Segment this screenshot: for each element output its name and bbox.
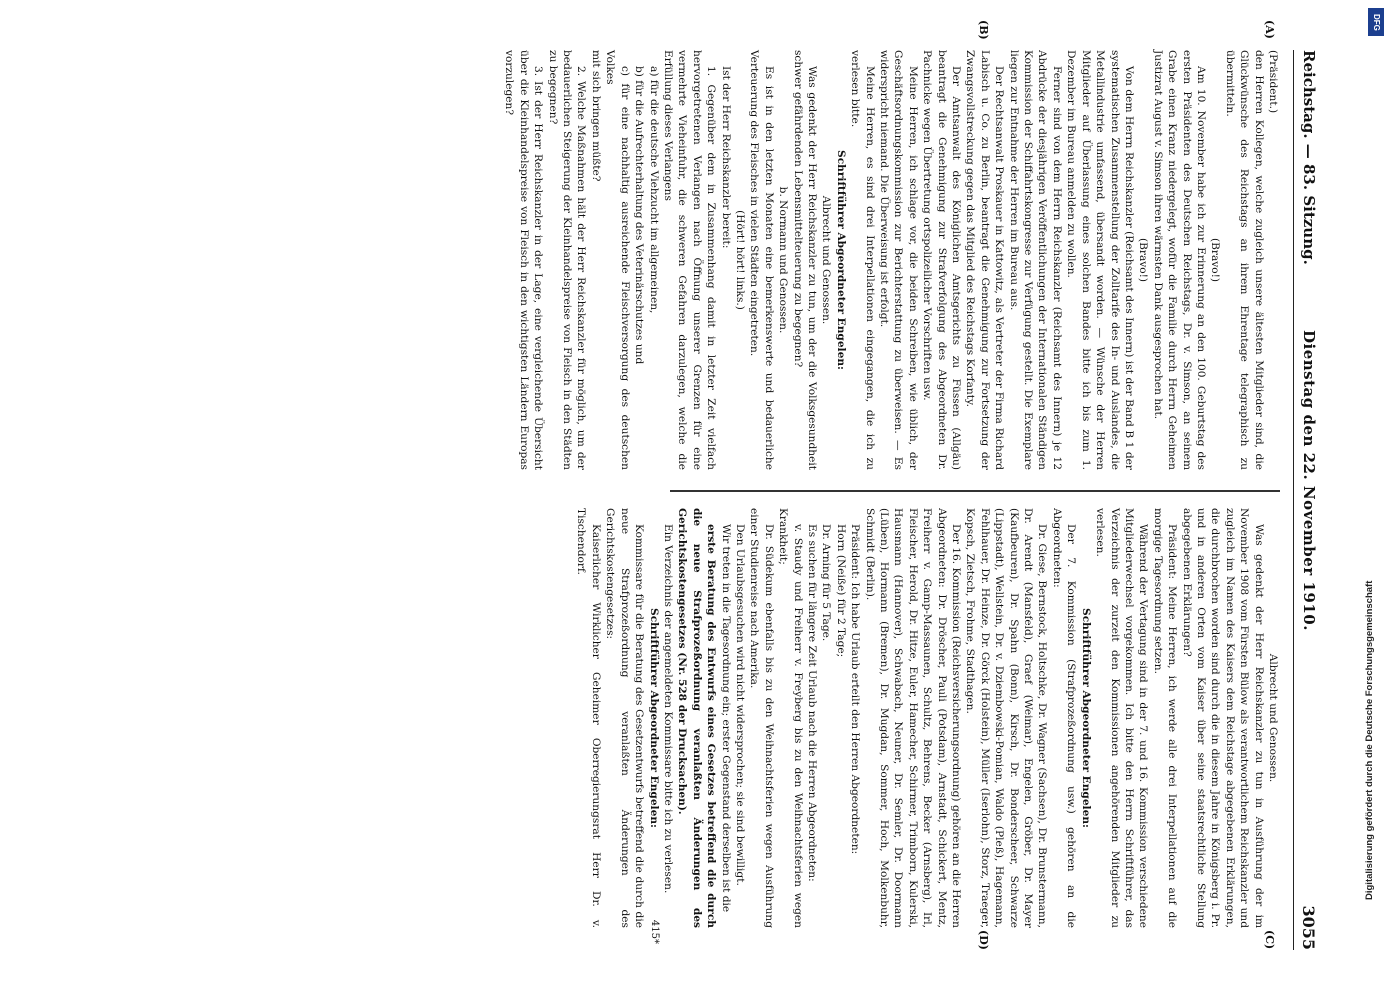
margin-mark-c: (C) [1263,930,1276,950]
dfg-logo: DFG [1368,8,1384,36]
interjection: (Bravo!) [1137,237,1150,283]
header-left: Reichstag. — 83. Sitzung. [1300,50,1318,265]
paragraph: Präsident: Ich habe Urlaub erteilt den Herren Abgeordneten: [849,524,862,855]
member-list: Dr. Giese, Bernstock, Holtschke, Dr. Wagner (Sachsen), Dr. Brunstermann, Dr. Arendt (Mansfeld), Graef (Weimar), Engelen, Gröber, Dr. Mayer (Kaufbeuren), Dr. Spahn (Bonn), Kirsch, Dr. Bonderscheer, Schwarze (Lippstadt), Wellstein, Dr. v. Dziembowski-Pomian, Waldo (Pleß), Hagemann, Fehlhauer, Dr. Heinze, Dr. Görck (Holstein), Müller (Iserlohn), Storz, Traeger, Kopsch, Zietsch, Frohme, Stadthagen. [964,508,1049,928]
interpellation-authors: Albrecht und Genossen. [1267,653,1279,783]
paragraph: Ferner sind von dem Herrn Reichskanzler (Reichsamt des Innern) je 12 Abdrücke der diesjährigen Veröffentlichungen der Internationalen Ständigen Kommission der Schiffahrtskongresse zur Verfügung gestellt. Die Exemplare liegen zur Entnahme der Herren im Bureau aus. [1007,50,1063,470]
speaker-label: Schriftführer Abgeordneter Engelen: [834,150,847,370]
interpellation-authors: b. Normann und Genossen. [777,186,790,334]
interpellation-authors: Albrecht und Genossen. [820,195,833,325]
page-header [1293,50,1320,950]
list-item: b) für die Aufrechterhaltung des Veterinärschutzes und [633,66,646,365]
paragraph: Präsident: Meine Herren, ich werde alle drei Interpellationen auf die morgige Tagesordnung setzen. [1151,508,1179,928]
paragraph: Kommissare für die Beratung des Gesetzentwurfs betreffend die durch die neue Strafprozeßordnung veranlaßten Änderungen des Gerichtskostengesetzes: [604,508,646,928]
header-date: Dienstag den 22. November 1910. [1300,330,1318,631]
margin-mark-d: (D) [977,930,990,950]
speaker-label: Schriftführer Abgeordneter Engelen: [647,608,660,828]
column-divider [670,490,1280,492]
paragraph: Der Rechtsanwalt Proskauer in Kattowitz, als Vertreter der Firma Richard Labisch u. Co. zu Berlin, beantragt die Genehmigung zur Fortsetzung der Zwangsvollstreckung gegen das Mitglied des Reichstags Korfanty. [964,50,1006,470]
paragraph: Meine Herren, es sind drei Interpellationen eingegangen, die ich zu verlesen bitte. [849,50,876,470]
paragraph: Der 7. Kommission (Strafprozeßordnung usw.) gehören an die Abgeordneten: [1050,508,1078,928]
interpellation-text: Was gedenkt der Herr Reichskanzler zu tun, um der die Volksgesundheit schwer gefährdenden Lebensmittelteuerung zu begegnen? [791,50,818,470]
agenda-item: erste Beratung des Entwurfs eines Gesetzes betreffend die durch die neue Strafprozeßordnung veranlaßten Änderungen des Gerichtskostengesetzes (Nr. 528 der Drucksachen). [676,508,718,928]
paragraph: Ein Verzeichnis der angemeldeten Kommissare bitte ich zu verlesen. [661,524,674,894]
speaker-label: (Präsident.) [1267,50,1279,114]
signature-mark: 415* [649,919,660,944]
printed-page [80,20,1320,950]
digitization-credit: Digitalisierung gefördert durch die Deutsche Forschungsgemeinschaft [1364,580,1375,900]
list-item: 1. Gegenüber dem in Zusammenhang damit in letzter Zeit vielfach hervorgetretenen Verlangen nach Öffnung unserer Grenzen für eine vermehrte Vieheinfuhr, die schweren Gefahren darzulegen, welche die Erfüllung dieses Verlangens [661,50,718,470]
interpellation-text: Es ist in den letzten Monaten eine bemerkenswerte und bedauerliche Verteuerung des Fleisches in vielen Städten eingetreten. [748,50,775,470]
list-item: c) für eine nachhaltig ausreichende Fleischversorgung des deutschen Volkes [604,50,631,470]
paragraph: Wir treten in die Tagesordnung ein; erster Gegenstand derselben ist die [719,524,732,913]
page-number: 3055 [1299,905,1318,950]
interjection: (Hört! hört! links.) [733,210,746,310]
speaker-label: Schriftführer Abgeordneter Engelen: [1079,608,1092,828]
list-item: 2. Welche Maßnahmen hält der Herr Reichskanzler für möglich, um der bedauerlichen Steigerung der Kleinhandelspreise von Fleisch in den Städten zu begegnen? [546,50,588,470]
paragraph: Während der Vertagung sind in der 7. und 16. Kommission verschiedene Mitgliederwechsel vorgekommen. Ich bitte den Herrn Schriftführer, das Verzeichnis der zurzeit den Kommissionen angehörenden Mitglieder zu verlesen. [1094,508,1150,928]
paragraph: Der Amtsanwalt des Königlichen Amtsgerichts zu Füssen (Allgäu) beantragt die Genehmigung zur Strafverfolgung des Abgeordneten Dr. Pachnicke wegen Übertretung ortspolizeilicher Vorschriften usw. [921,50,963,470]
paragraph: Meine Herren, ich schlage vor, die beiden Schreiben, wie üblich, der Geschäftsordnungskommission zur Berichterstattung zu überweisen. — Es widerspricht niemand. Die Überweisung ist erfolgt. [878,50,919,470]
paragraph: Am 10. November habe ich zur Erinnerung an den 100. Geburtstag des ersten Präsidenten des Deutschen Reichstags, Dr. v. Simson, an seinem Grabe einen Kranz niedergelegt, wofür die Familie durch Herrn Geheimen Justizrat August v. Simson ihren wärmsten Dank ausgesprochen hat. [1151,50,1207,470]
left-column [503,50,1280,470]
paragraph: den Herren Kollegen, welche zugleich unsere ältesten Mitglieder sind, die Glückwünsche des Reichstags an ihrem Ehrentage telegraphisch zu übermitteln. [1223,50,1265,470]
paragraph: Den Urlaubsgesuchen wird nicht widersprochen; sie sind bewilligt. [733,524,746,886]
right-column [575,508,1280,928]
paragraph: Von dem Herrn Reichskanzler (Reichsamt des Innern) ist der Band B 1 der systematischen Zusammenstellung der Zolltarife des In- und Auslandes, die Metallindustrie umfassend, übersandt worden. — Wünsche der Herren Mitglieder auf Überlassung eines solchen Bandes bitte ich bis zum 1. Dezember im Bureau anmelden zu wollen. [1065,50,1135,470]
list-item: a) für die deutsche Viehzucht im allgemeinen, [647,66,660,314]
paragraph: mit sich bringen müßte? [589,50,602,182]
list-item: 3. Ist der Herr Reichskanzler in der Lage, eine vergleichende Übersicht über die Kleinhandelspreise von Fleisch in den wichtigsten Ländern Europas vorzulegen? [503,50,545,470]
member-list: Der 16. Kommission (Reichsversicherungsordnung) gehören an die Herren Abgeordneten: Dr. Dröscher, Pauli (Potsdam), Arnstadt, Schickert, Mentz, Freiherr v. Gamp-Massaunen, Schultz, Behrens, Becker (Arnsberg), Irl, Fleischer, Herold, Dr. Hitze, Euler, Hamecher, Schirmer, Trimborn, Kulerski, Hausmann (Hannover), Schwabach, Neuner, Dr. Semler, Dr. Doormann (Lüben), Hormann (Bremen), Dr. Mugdan, Sommer, Hoch, Molkenbuhr, Schmidt (Berlin). [863,508,963,928]
margin-mark-a: (A) [1263,20,1276,39]
list-item: v. Staudy und Freiherr v. Freyberg bis zu den Weihnachtsferien wegen Krankheit; [777,508,804,928]
margin-mark-b: (B) [977,20,990,40]
interpellation-text: Was gedenkt der Herr Reichskanzler zu tun in Ausführung der im November 1908 vom Fürsten Bülow als verantwortlichem Reichskanzler und zugleich im Namen des Kaisers dem Reichstage abgegebenen Erklärungen, die durchbrochen worden sind durch die in diesem Jahre in Königsberg i. Pr. und in anderen Orten vom Kaiser über seine staatsrechtliche Stellung abgegebenen Erklärungen? [1180,508,1265,928]
paragraph: Ist der Herr Reichskanzler bereit: [719,66,732,249]
paragraph: Kaiserlicher Wirklicher Geheimer Oberregierungsrat Herr Dr. v. Tischendorf. [575,508,602,928]
interjection: (Bravo!) [1209,237,1222,283]
list-item: Dr. Südekum ebenfalls bis zu den Weihnachtsferien wegen Ausführung einer Studienreise nach Amerika. [748,508,775,928]
list-item: Horn (Neiße) für 2 Tage; [834,524,847,658]
list-item: Dr. Arning für 5 Tage. [820,524,833,642]
paragraph: Es suchen für längere Zeit Urlaub nach die Herren Abgeordneten: [806,524,818,882]
